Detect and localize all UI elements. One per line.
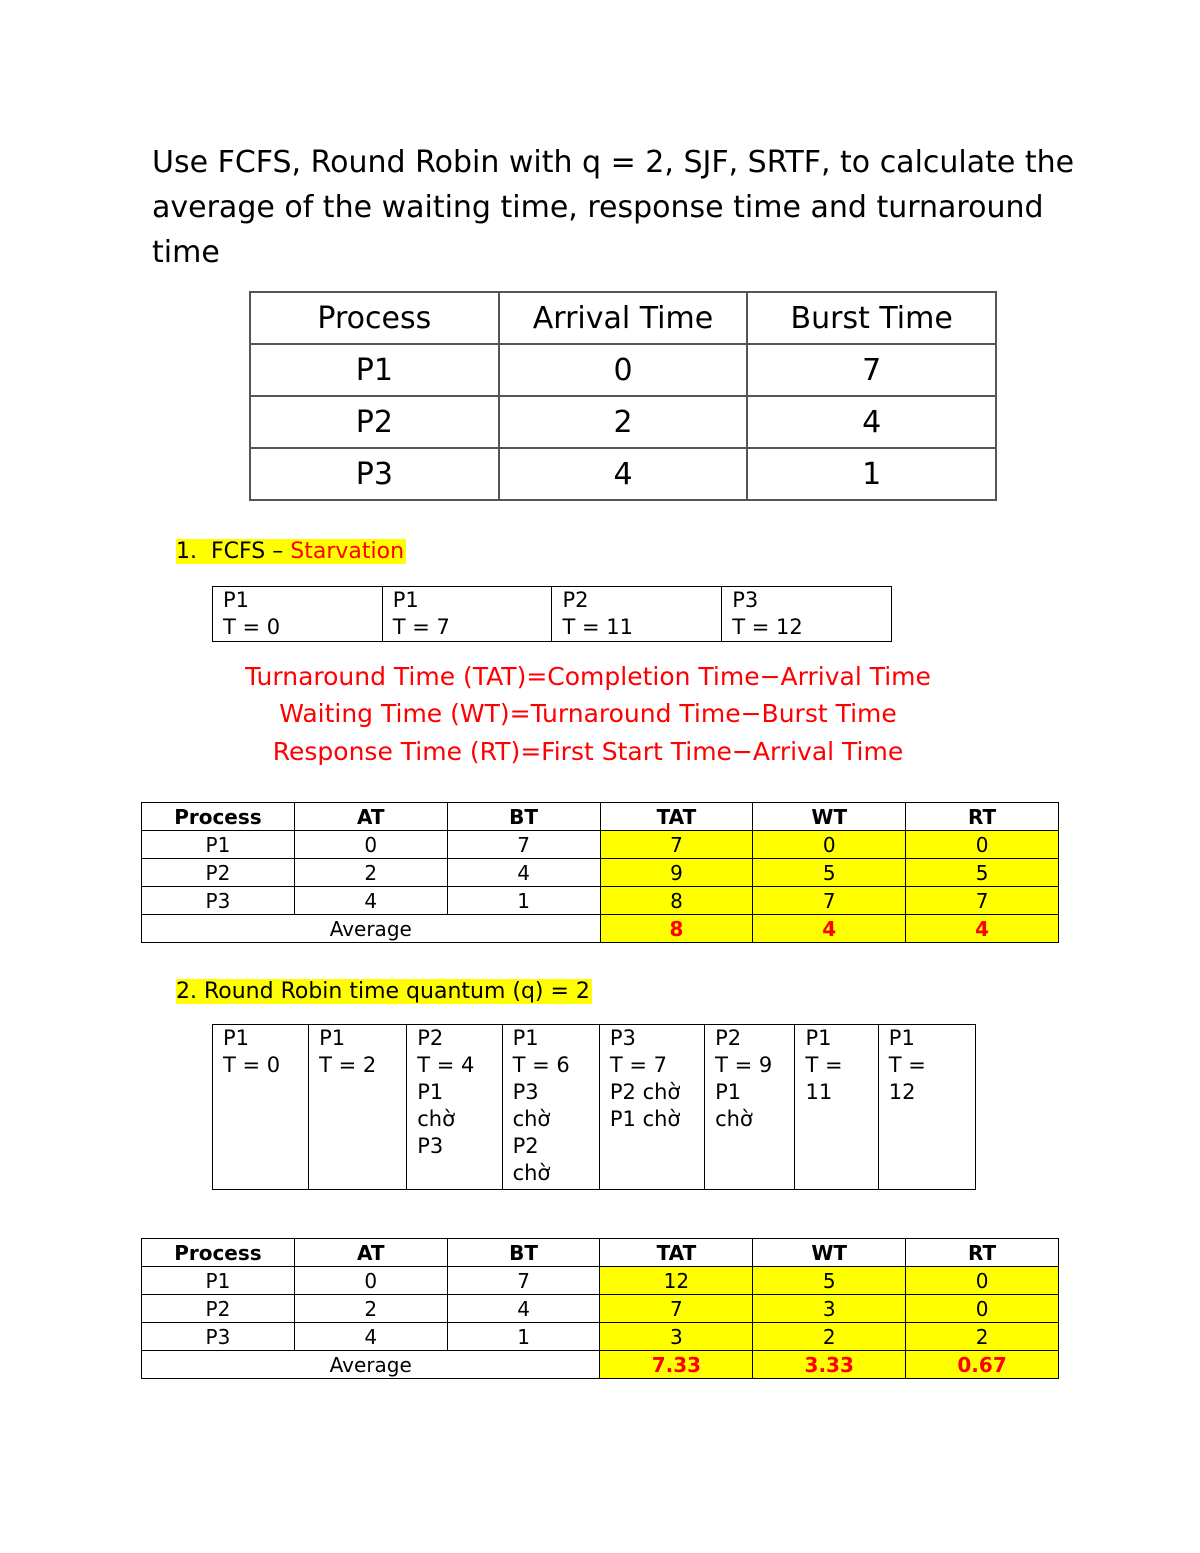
gantt-line: P3 bbox=[512, 1080, 539, 1104]
table-cell: 5 bbox=[753, 859, 906, 887]
table-cell: P3 bbox=[142, 1323, 295, 1351]
table-header-row bbox=[142, 1239, 1059, 1267]
gantt-line: 11 bbox=[805, 1080, 833, 1104]
gantt-line: P1 bbox=[805, 1026, 832, 1050]
gantt-line: P1 bbox=[319, 1026, 346, 1050]
fcfs-number: 1. bbox=[176, 539, 197, 564]
gantt-cell bbox=[407, 1025, 502, 1190]
table-cell: 2 bbox=[499, 396, 748, 448]
table-cell: 0 bbox=[906, 831, 1059, 859]
header-cell: TAT bbox=[600, 1239, 753, 1267]
table-cell: 0 bbox=[294, 831, 447, 859]
gantt-time: T = 12 bbox=[732, 615, 803, 639]
gantt-row bbox=[213, 587, 892, 642]
round-robin-gantt-chart bbox=[212, 1024, 976, 1190]
header-cell: WT bbox=[753, 1239, 906, 1267]
round-robin-heading-text: 2. Round Robin time quantum (q) = 2 bbox=[176, 979, 590, 1004]
gantt-line: chờ bbox=[512, 1161, 551, 1185]
table-cell: 1 bbox=[447, 1323, 600, 1351]
average-rt: 4 bbox=[906, 915, 1059, 943]
table-cell: 4 bbox=[499, 448, 748, 500]
gantt-row bbox=[213, 1025, 976, 1190]
table-cell: 12 bbox=[600, 1267, 753, 1295]
table-row bbox=[142, 1323, 1059, 1351]
table-cell: P1 bbox=[250, 344, 499, 396]
gantt-cell bbox=[382, 587, 552, 642]
round-robin-result-table bbox=[141, 1238, 1059, 1379]
gantt-line: P1 bbox=[417, 1080, 444, 1104]
table-cell: 7 bbox=[753, 887, 906, 915]
table-cell: 7 bbox=[906, 887, 1059, 915]
gantt-line: P2 chờ bbox=[609, 1080, 681, 1104]
table-cell: 4 bbox=[747, 396, 996, 448]
table-cell: 8 bbox=[600, 887, 753, 915]
table-cell: 9 bbox=[600, 859, 753, 887]
table-cell: 2 bbox=[294, 859, 447, 887]
table-cell: 3 bbox=[600, 1323, 753, 1351]
table-row bbox=[142, 831, 1059, 859]
table-cell: 0 bbox=[906, 1267, 1059, 1295]
table-cell: 0 bbox=[753, 831, 906, 859]
average-tat: 8 bbox=[600, 915, 753, 943]
table-cell: 2 bbox=[753, 1323, 906, 1351]
gantt-line: chờ bbox=[512, 1107, 551, 1131]
table-cell: 0 bbox=[294, 1267, 447, 1295]
header-cell: BT bbox=[447, 1239, 600, 1267]
gantt-time: T = 7 bbox=[392, 615, 450, 639]
table-cell: P1 bbox=[142, 1267, 295, 1295]
average-label: Average bbox=[142, 1351, 600, 1379]
gantt-line: T = 2 bbox=[319, 1053, 377, 1077]
table-cell: P3 bbox=[250, 448, 499, 500]
fcfs-heading-highlight bbox=[176, 539, 406, 564]
table-row bbox=[250, 396, 996, 448]
gantt-cell bbox=[552, 587, 722, 642]
gantt-cell bbox=[213, 587, 383, 642]
table-row bbox=[142, 887, 1059, 915]
gantt-line: T = 7 bbox=[609, 1053, 668, 1077]
table-cell: 1 bbox=[447, 887, 600, 915]
fcfs-dash: – bbox=[272, 539, 284, 564]
gantt-line: P1 bbox=[512, 1026, 539, 1050]
gantt-cell bbox=[309, 1025, 407, 1190]
header-cell: RT bbox=[906, 803, 1059, 831]
header-cell: Process bbox=[142, 803, 295, 831]
gantt-line: T = bbox=[805, 1053, 843, 1077]
table-cell: 0 bbox=[499, 344, 748, 396]
gantt-line: T = bbox=[888, 1053, 926, 1077]
gantt-time: T = 0 bbox=[223, 615, 281, 639]
gantt-line: T = 0 bbox=[223, 1053, 281, 1077]
table-cell: 7 bbox=[447, 1267, 600, 1295]
table-row bbox=[142, 859, 1059, 887]
gantt-line: P1 chờ bbox=[609, 1107, 681, 1131]
table-cell: 4 bbox=[294, 1323, 447, 1351]
table-cell: 4 bbox=[447, 1295, 600, 1323]
table-cell: 7 bbox=[747, 344, 996, 396]
gantt-line: P3 bbox=[417, 1134, 444, 1158]
header-cell: AT bbox=[294, 1239, 447, 1267]
table-cell: P3 bbox=[142, 887, 295, 915]
table-cell: 1 bbox=[747, 448, 996, 500]
table-cell: 7 bbox=[447, 831, 600, 859]
gantt-line: T = 9 bbox=[715, 1053, 773, 1077]
gantt-line: P1 bbox=[223, 1026, 250, 1050]
gantt-line: P1 bbox=[715, 1080, 742, 1104]
header-cell: RT bbox=[906, 1239, 1059, 1267]
header-cell: WT bbox=[753, 803, 906, 831]
header-cell: Arrival Time bbox=[499, 292, 748, 344]
process-table bbox=[249, 291, 997, 501]
gantt-cell bbox=[722, 587, 892, 642]
gantt-process: P2 bbox=[562, 588, 589, 612]
formula-waiting: Waiting Time (WT)=Turnaround Time−Burst Time bbox=[279, 699, 897, 728]
gantt-cell bbox=[599, 1025, 704, 1190]
table-cell: P1 bbox=[142, 831, 295, 859]
formula-response: Response Time (RT)=First Start Time−Arrival Time bbox=[272, 737, 904, 766]
table-row bbox=[142, 1267, 1059, 1295]
table-cell: 3 bbox=[753, 1295, 906, 1323]
round-robin-heading bbox=[176, 977, 592, 1007]
gantt-line: P2 bbox=[417, 1026, 444, 1050]
table-cell: 4 bbox=[447, 859, 600, 887]
average-row bbox=[142, 915, 1059, 943]
average-row bbox=[142, 1351, 1059, 1379]
average-tat: 7.33 bbox=[600, 1351, 753, 1379]
table-row bbox=[250, 448, 996, 500]
gantt-line: 12 bbox=[888, 1080, 916, 1104]
gantt-cell bbox=[502, 1025, 599, 1190]
table-row bbox=[250, 344, 996, 396]
gantt-line: T = 6 bbox=[512, 1053, 570, 1077]
gantt-process: P3 bbox=[732, 588, 759, 612]
header-cell: Process bbox=[250, 292, 499, 344]
table-row bbox=[142, 1295, 1059, 1323]
average-wt: 4 bbox=[753, 915, 906, 943]
table-header-row bbox=[142, 803, 1059, 831]
fcfs-gantt-chart bbox=[212, 586, 892, 642]
average-label: Average bbox=[142, 915, 601, 943]
table-cell: P2 bbox=[142, 859, 295, 887]
header-cell: TAT bbox=[600, 803, 753, 831]
header-cell: Process bbox=[142, 1239, 295, 1267]
fcfs-result-table bbox=[141, 802, 1059, 943]
average-rt: 0.67 bbox=[906, 1351, 1059, 1379]
gantt-line: P3 bbox=[609, 1026, 636, 1050]
fcfs-title: FCFS bbox=[211, 539, 266, 564]
gantt-line: T = 4 bbox=[417, 1053, 475, 1077]
gantt-cell bbox=[795, 1025, 878, 1190]
gantt-time: T = 11 bbox=[562, 615, 633, 639]
table-cell: 5 bbox=[906, 859, 1059, 887]
header-cell: BT bbox=[447, 803, 600, 831]
gantt-process: P1 bbox=[392, 588, 419, 612]
table-header-row bbox=[250, 292, 996, 344]
header-cell: Burst Time bbox=[747, 292, 996, 344]
table-cell: 2 bbox=[294, 1295, 447, 1323]
gantt-line: chờ bbox=[715, 1107, 753, 1131]
header-cell: AT bbox=[294, 803, 447, 831]
gantt-line: P2 bbox=[512, 1134, 539, 1158]
table-cell: 7 bbox=[600, 831, 753, 859]
gantt-line: chờ bbox=[417, 1107, 455, 1131]
average-wt: 3.33 bbox=[753, 1351, 906, 1379]
formula-turnaround: Turnaround Time (TAT)=Completion Time−Arrival Time bbox=[245, 662, 931, 691]
table-cell: P2 bbox=[250, 396, 499, 448]
gantt-cell bbox=[705, 1025, 795, 1190]
gantt-line: P1 bbox=[888, 1026, 915, 1050]
fcfs-note: Starvation bbox=[290, 539, 405, 564]
gantt-line: P2 bbox=[715, 1026, 742, 1050]
table-cell: 2 bbox=[906, 1323, 1059, 1351]
gantt-process: P1 bbox=[223, 588, 250, 612]
table-cell: 4 bbox=[294, 887, 447, 915]
table-cell: 0 bbox=[906, 1295, 1059, 1323]
gantt-cell bbox=[878, 1025, 975, 1190]
table-cell: 7 bbox=[600, 1295, 753, 1323]
fcfs-heading bbox=[176, 537, 406, 567]
table-cell: 5 bbox=[753, 1267, 906, 1295]
question-text: Use FCFS, Round Robin with q = 2, SJF, SRTF, to calculate the average of the waiting time, response time and turnaround time bbox=[152, 145, 1075, 270]
table-cell: P2 bbox=[142, 1295, 295, 1323]
gantt-cell bbox=[213, 1025, 309, 1190]
